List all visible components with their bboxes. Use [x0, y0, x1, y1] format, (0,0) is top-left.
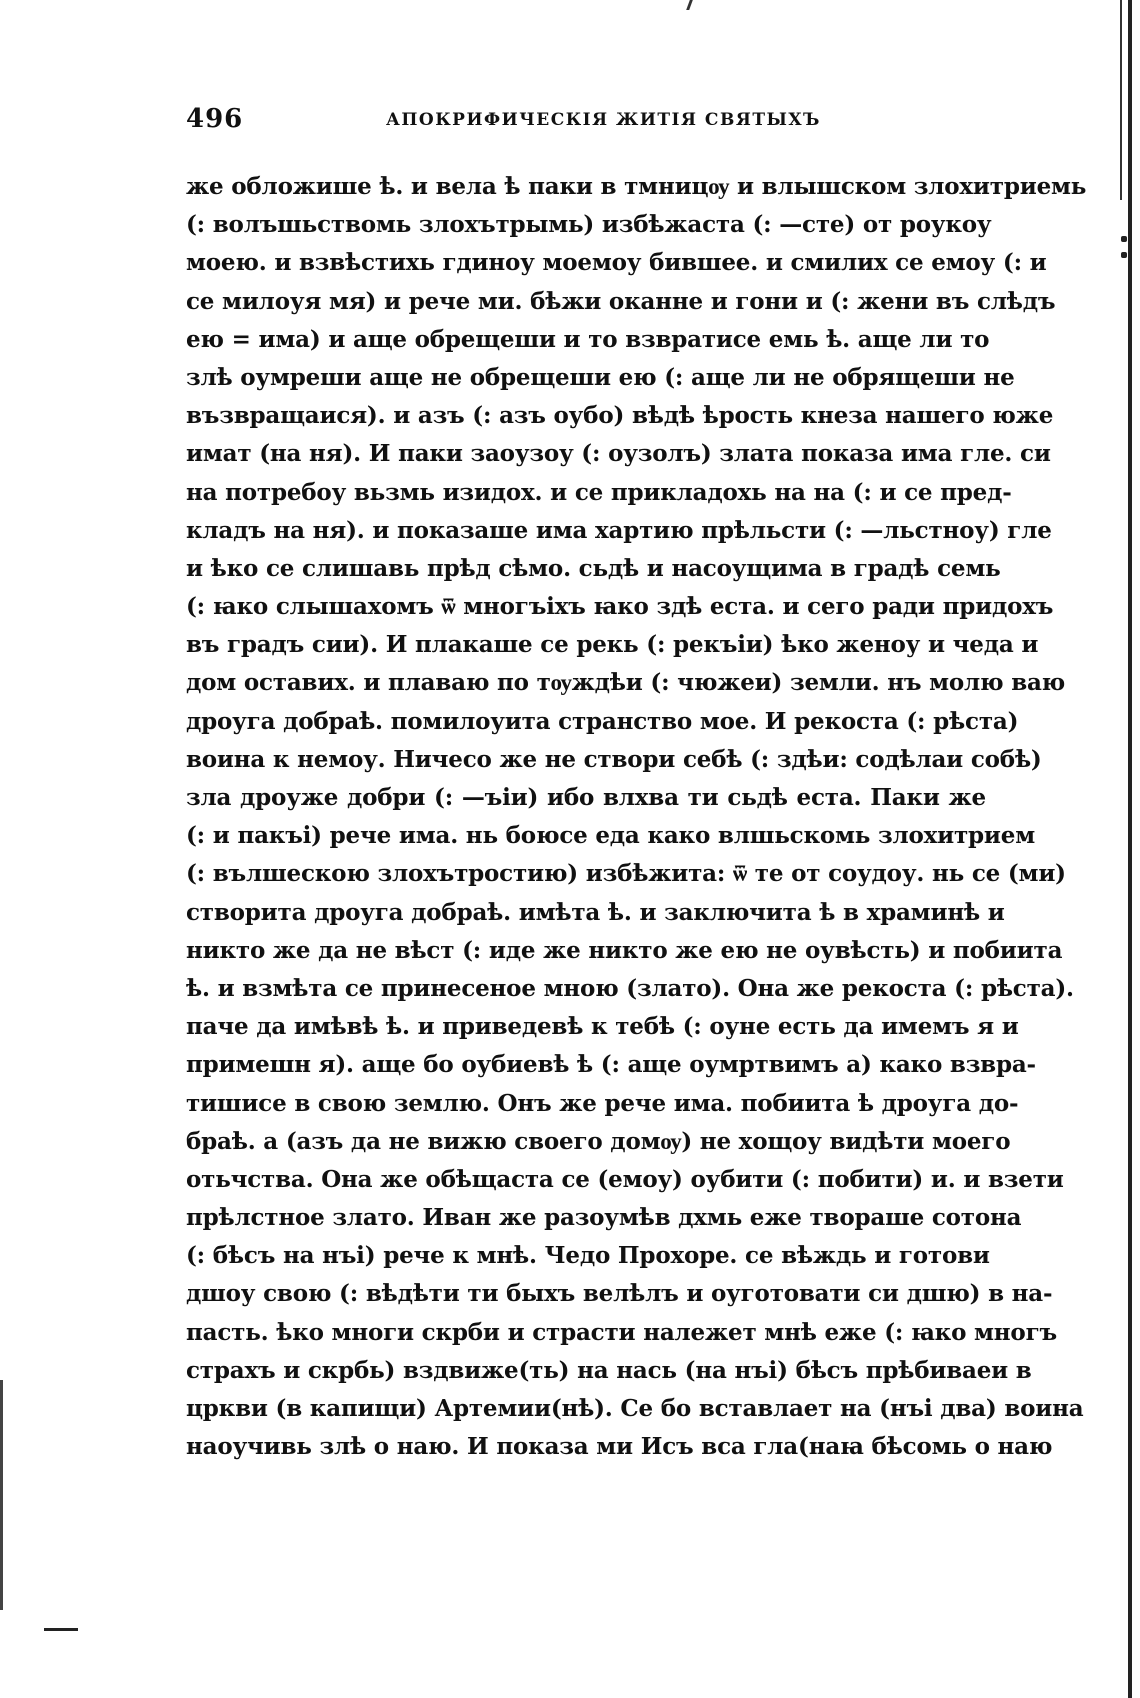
text-line: зла дроуже добри (: —ъіи) ибо влхва ти сьдѣ еста. Паки же [186, 784, 986, 811]
text-line: браѣ. а (азъ да не вижю своего домѹ) не хощоу видѣти моего [186, 1127, 1011, 1155]
text-line: ѣ. и взмѣта се принесеное мною (злато). Она же рекоста (: рѣста). [186, 974, 1074, 1002]
text-line: дом оставих. и плаваю по тѹждѣи (: чюжеи) земли. нъ молю ваю [186, 669, 1066, 697]
text-line: никто же да не вѣст (: иде же никто же ею не оувѣсть) и побиита [186, 936, 1063, 964]
text-line: же обложише ѣ. и вела ѣ паки в тмницѹ и влышском злохитриемь [186, 173, 1087, 200]
text-line: паче да имѣвѣ ѣ. и приведевѣ к тебѣ (: оуне есть да имемъ я и [186, 1013, 1019, 1041]
text-line: се милоуя мя) и рече ми. бѣжи оканне и гони и (: жени въ слѣдъ [186, 287, 1056, 315]
text-line: имат (на ня). И паки заоузоу (: оузолъ) злата показа има гле. си [186, 440, 1051, 468]
text-line: (: ꙗко слышахомъ ѿ многъіхъ ꙗко здѣ еста. и сего ради придохъ [186, 593, 1054, 621]
scan-mark [1121, 252, 1127, 258]
text-line: наоучивь злѣ о наю. И показа ми Исъ вса гла(наꙗ бѣсомь о наю [186, 1433, 1053, 1461]
text-line: кладъ на ня). и показаше има хартию прѣльсти (: —льстноу) гле [186, 516, 1052, 544]
text-line: на потребоу вьзмь изидох. и се прикладохь на на (: и се пред- [186, 478, 1012, 506]
scan-mark [686, 0, 693, 10]
text-line: тишисе в свою землю. Онъ же рече има. побиита ѣ дроуга до- [186, 1089, 1019, 1117]
text-line: отьчства. Она же обѣщаста се (емоу) оубити (: побити) и. и взети [186, 1165, 1064, 1193]
text-line: пасть. ѣко многи скрби и страсти належет мнѣ еже (: ꙗко многъ [186, 1318, 1057, 1346]
text-line: въ градъ сии). И плакаше се рекь (: рекъіи) ѣко женоу и чеда и [186, 631, 1039, 659]
text-line: (: волъшьствомь злохътрымь) избѣжаста (: —сте) от роукоу [186, 211, 992, 239]
text-line: (: вълшескою злохътростию) избѣжита: ѿ те от соудоу. нь се (ми) [186, 860, 1066, 888]
scan-mark [1121, 236, 1127, 242]
body-text [186, 168, 1087, 1466]
page-number: 496 [186, 104, 244, 134]
text-line: примешн я). аще бо оубиевѣ ѣ (: аще оумртвимъ а) како взвра- [186, 1051, 1036, 1079]
text-line: злѣ оумреши аще не обрещеши ею (: аще ли не обрящеши не [186, 363, 1015, 391]
text-line: воина к немоу. Ничесо же не створи себѣ (: здѣи: содѣлаи собѣ) [186, 745, 1042, 773]
text-line: прѣлстное злато. Иван же разоумѣв дхмь еже твораше сотона [186, 1204, 1022, 1232]
text-line: дроуга добраѣ. помилоуита странство мое. И рекоста (: рѣста) [186, 707, 1019, 735]
scan-mark [44, 1628, 78, 1631]
text-line: ею = има) и аще обрещеши и то взвратисе емь ѣ. аще ли то [186, 325, 990, 353]
text-line: (: бѣсъ на нъі) рече к мнѣ. Чедо Прохоре. се вѣждь и готови [186, 1242, 990, 1270]
text-line: дшоу свою (: вѣдѣти ти быхъ велѣлъ и оуготовати си дшю) в на- [186, 1280, 1053, 1308]
page-edge-rule [1128, 0, 1132, 1698]
scan-mark [0, 1380, 3, 1610]
page-edge-rule-thin [1120, 0, 1122, 200]
text-line: створита дроуга добраѣ. имѣта ѣ. и заключита ѣ в храминѣ и [186, 898, 1005, 926]
text-line: цркви (в капищи) Артемии(нѣ). Се бо вставлает на (нъі два) воина [186, 1395, 1084, 1422]
text-line: страхъ и скрбь) вздвиже(ть) на нась (на нъі) бѣсъ прѣбиваеи в [186, 1356, 1032, 1384]
text-line: моею. и взвѣстихь гдиноу моемоу бившее. и смилих се емоу (: и [186, 249, 1047, 277]
text-line: (: и пакъі) рече има. нь боюсе еда како влшьскомь злохитрием [186, 822, 1036, 850]
text-line: и ѣко се слишавь прѣд сѣмо. сьдѣ и насоущима в градѣ семь [186, 554, 1001, 582]
page-header [186, 104, 986, 138]
running-head: АПОКРИФИЧЕСКІЯ ЖИТІЯ СВЯТЫХЪ [386, 110, 821, 130]
text-line: възвращаися). и азъ (: азъ оубо) вѣдѣ ѣрость кнеза нашего юже [186, 402, 1054, 430]
